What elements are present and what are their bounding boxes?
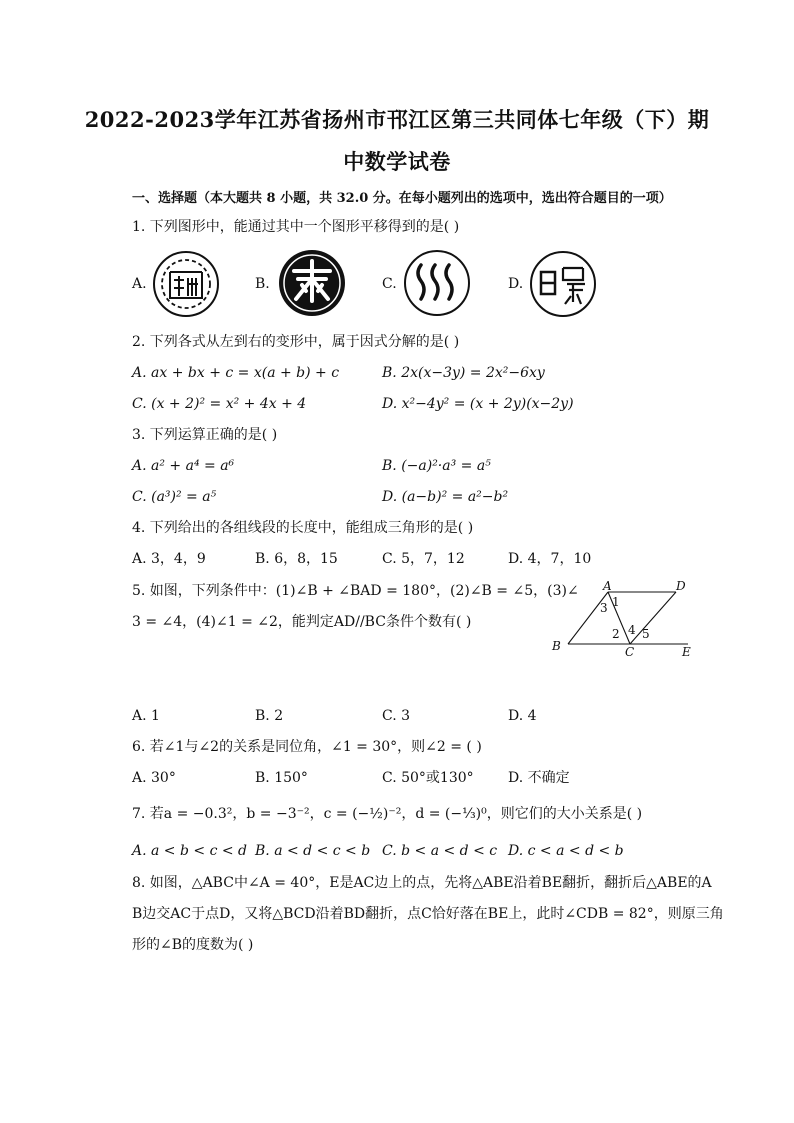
q1-label-d: D. [508,276,524,292]
fig-angle-1: 1 [612,595,620,609]
page-title-line2: 中数学试卷 [343,149,451,174]
q2-option-b: B. 2x(x−3y) = 2x²−6xy [382,365,545,381]
q8-stem-line1: 8. 如图，△ABC中∠A = 40°，E是AC边上的点，先将△ABE沿着BE翻折，翻折后△ABE的A [132,875,712,891]
q8-stem-line3: 形的∠B的度数为( ) [132,937,254,953]
seal-symbol-c-icon [403,249,471,317]
q6-option-c: C. 50°或130° [382,770,474,786]
q3-option-b: B. (−a)²·a³ = a⁵ [382,458,491,474]
q2-option-a: A. ax + bx + c = x(a + b) + c [132,365,340,381]
q2-stem: 2. 下列各式从左到右的变形中，属于因式分解的是( ) [132,334,460,350]
q6-stem: 6. 若∠1与∠2的关系是同位角，∠1 = 30°，则∠2 = ( ) [132,739,482,755]
q7-option-c: C. b < a < d < c [382,843,498,859]
fig-angle-5: 5 [642,627,650,641]
q7-stem: 7. 若a = −0.3²，b = −3⁻²，c = (−½)⁻²，d = (−⅓)⁰，则它们的大小关系是( ) [132,806,643,822]
fig-label-c: C [625,645,635,659]
q5-option-b: B. 2 [255,708,284,724]
seal-symbol-a-icon [152,250,220,318]
q7-option-a: A. a < b < c < d [132,843,248,859]
q5-option-c: C. 3 [382,708,411,724]
q5-parallelogram-figure [548,578,698,660]
seal-symbol-d-icon [529,250,597,318]
q8-stem-line2: B边交AC于点D，又将△BCD沿着BD翻折，点C恰好落在BE上，此时∠CDB = 82°，则原三角 [132,906,724,922]
fig-angle-2: 2 [612,627,620,641]
page-title-line1: 2022-2023学年江苏省扬州市邗江区第三共同体七年级（下）期 [84,107,710,132]
q7-option-b: B. a < d < c < b [255,843,371,859]
q1-stem: 1. 下列图形中，能通过其中一个图形平移得到的是( ) [132,219,460,235]
q3-option-c: C. (a³)² = a⁵ [132,489,217,505]
q4-option-b: B. 6，8，15 [255,551,338,567]
q2-option-d: D. x²−4y² = (x + 2y)(x−2y) [382,396,574,412]
fig-label-d: D [676,579,686,593]
q7-option-d: D. c < a < d < b [508,843,624,859]
section-heading: 一、选择题（本大题共 8 小题，共 32.0 分。在每小题列出的选项中，选出符合题目的一项） [132,191,672,206]
q6-option-a: A. 30° [132,770,176,786]
fig-label-a: A [603,579,612,593]
q4-option-d: D. 4，7，10 [508,551,592,567]
q4-option-a: A. 3，4，9 [132,551,206,567]
q6-option-b: B. 150° [255,770,308,786]
q2-option-c: C. (x + 2)² = x² + 4x + 4 [132,396,307,412]
q6-option-d: D. 不确定 [508,770,570,786]
fig-label-b: B [552,639,561,653]
q3-option-a: A. a² + a⁴ = a⁶ [132,458,235,474]
fig-angle-4: 4 [628,623,636,637]
q4-option-c: C. 5，7，12 [382,551,465,567]
seal-symbol-b-icon [278,249,346,317]
q1-label-c: C. [382,276,397,292]
fig-label-e: E [682,645,691,659]
q5-stem-line1: 5. 如图，下列条件中：(1)∠B + ∠BAD = 180°，(2)∠B = ∠5，(3)∠ [132,583,579,599]
q1-label-b: B. [255,276,270,292]
q3-stem: 3. 下列运算正确的是( ) [132,427,278,443]
q5-stem-line2: 3 = ∠4，(4)∠1 = ∠2，能判定AD//BC条件个数有( ) [132,614,472,630]
q5-option-d: D. 4 [508,708,537,724]
q3-option-d: D. (a−b)² = a²−b² [382,489,509,505]
q1-label-a: A. [132,276,147,292]
q4-stem: 4. 下列给出的各组线段的长度中，能组成三角形的是( ) [132,520,474,536]
fig-angle-3: 3 [600,601,608,615]
q5-option-a: A. 1 [132,708,160,724]
